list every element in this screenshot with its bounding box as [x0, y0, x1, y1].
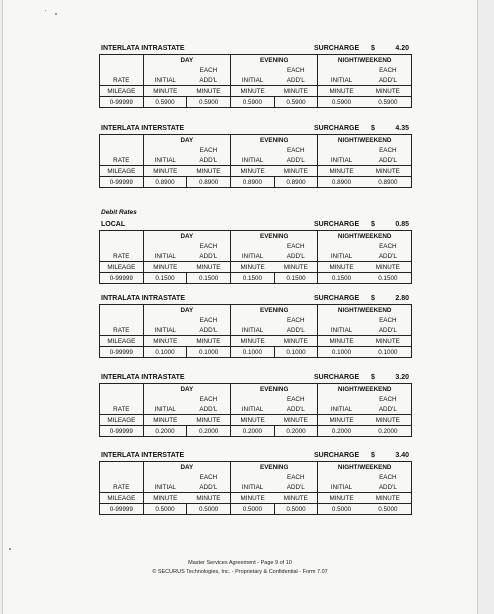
- blank-cell: [318, 241, 365, 251]
- rate-table-block: [99, 294, 412, 358]
- mileage-range: 0-99999: [100, 177, 144, 188]
- rate-value: 0.1500: [378, 274, 398, 282]
- minute-label: MINUTE: [187, 86, 231, 97]
- rate-table-block: [99, 124, 412, 188]
- addl-label: ADD'L: [187, 75, 231, 86]
- each-label: EACH: [287, 242, 305, 250]
- initial-label: INITIAL: [231, 251, 275, 262]
- addl-label: ADD'L: [187, 251, 231, 262]
- blank-cell: [231, 394, 275, 404]
- mileage-label: MILEAGE: [100, 262, 144, 273]
- addl-label: ADD'L: [274, 75, 318, 86]
- surcharge-label: SURCHARGE: [314, 125, 360, 132]
- rate-value: 0.5900: [274, 97, 318, 108]
- blank-cell: [143, 145, 187, 155]
- minute-label: MINUTE: [274, 493, 318, 504]
- addl-label: ADD'L: [365, 251, 412, 262]
- minute-label: MINUTE: [231, 336, 275, 347]
- each-label: EACH: [287, 395, 305, 403]
- footer-copyright-line: © SECURUS Technologies, Inc. - Proprietary & Confidential - Form 7.07: [152, 569, 328, 575]
- mileage-range: 0-99999: [100, 97, 144, 108]
- initial-label: INITIAL: [318, 404, 365, 415]
- minute-label: MINUTE: [274, 86, 318, 97]
- minute-label: MINUTE: [143, 493, 187, 504]
- each-label: EACH: [199, 242, 218, 250]
- mileage-range: 0-99999: [100, 426, 144, 437]
- rate-table-block: [99, 373, 412, 437]
- each-label: EACH: [287, 66, 305, 74]
- rate-value: 0.5000: [187, 504, 231, 515]
- rate-table: [99, 304, 412, 358]
- mileage-label: MILEAGE: [100, 493, 144, 504]
- addl-label: ADD'L: [365, 482, 412, 493]
- rate-value: 0.1500: [231, 273, 275, 284]
- evening-header: EVENING: [231, 55, 318, 66]
- mileage-range: 0-99999: [100, 273, 144, 284]
- surcharge-amount: 4.20: [395, 45, 409, 52]
- blank-cell: [100, 462, 144, 473]
- surcharge-amount: 4.35: [395, 125, 409, 132]
- currency-symbol: $: [371, 374, 375, 381]
- addl-label: ADD'L: [274, 404, 318, 415]
- minute-label: MINUTE: [231, 262, 275, 273]
- initial-label: INITIAL: [318, 155, 365, 166]
- blank-cell: [143, 241, 187, 251]
- initial-label: INITIAL: [231, 325, 275, 336]
- initial-label: INITIAL: [143, 482, 187, 493]
- blank-cell: [231, 241, 275, 251]
- day-header: DAY: [143, 55, 230, 66]
- rate-value: 0.1000: [318, 347, 365, 358]
- rate-value: 0.1500: [187, 273, 231, 284]
- day-header: DAY: [143, 384, 230, 395]
- mileage-range: 0-99999: [100, 347, 144, 358]
- day-header: DAY: [143, 462, 230, 473]
- table-header: [99, 44, 412, 54]
- minute-label: MINUTE: [187, 415, 231, 426]
- night-weekend-header: NIGHT/WEEKEND: [318, 305, 412, 316]
- rate-value: 0.1000: [231, 347, 275, 358]
- night-weekend-header: NIGHT/WEEKEND: [318, 135, 412, 146]
- addl-label: ADD'L: [187, 325, 231, 336]
- night-weekend-header: NIGHT/WEEKEND: [318, 231, 412, 242]
- rate-value: 0.2000: [274, 426, 318, 437]
- blank-cell: [100, 305, 144, 316]
- rate-value: 0.8900: [231, 177, 275, 188]
- rate-value: 0.1500: [143, 273, 187, 284]
- rate-value: 0.8900: [378, 178, 398, 186]
- rate-value: 0.5000: [274, 504, 318, 515]
- evening-header: EVENING: [231, 305, 318, 316]
- blank-cell: [318, 394, 365, 404]
- initial-label: INITIAL: [231, 404, 275, 415]
- day-header: DAY: [143, 231, 230, 242]
- each-label: EACH: [287, 146, 305, 154]
- blank-cell: [100, 384, 144, 395]
- rate-label: RATE: [100, 155, 144, 166]
- surcharge-label: SURCHARGE: [314, 45, 360, 52]
- evening-header: EVENING: [231, 462, 318, 473]
- rate-label: RATE: [100, 482, 144, 493]
- minute-label: MINUTE: [187, 493, 231, 504]
- evening-header: EVENING: [231, 135, 318, 146]
- blank-cell: [100, 231, 144, 242]
- rate-value: 0.2000: [378, 427, 398, 435]
- blank-cell: [100, 394, 144, 404]
- initial-label: INITIAL: [143, 325, 187, 336]
- surcharge-amount: 0.85: [395, 221, 409, 228]
- minute-label: MINUTE: [143, 415, 187, 426]
- day-header: DAY: [143, 305, 230, 316]
- table-header: [99, 220, 412, 230]
- minute-label: MINUTE: [365, 262, 412, 273]
- initial-label: INITIAL: [143, 404, 187, 415]
- table-title: INTERLATA INTRASTATE: [101, 374, 185, 381]
- rate-value: 0.8900: [143, 177, 187, 188]
- initial-label: INITIAL: [231, 155, 275, 166]
- minute-label: MINUTE: [274, 336, 318, 347]
- addl-label: ADD'L: [274, 251, 318, 262]
- table-title: LOCAL: [101, 221, 126, 228]
- addl-label: ADD'L: [274, 482, 318, 493]
- table-title: INTRALATA INTRASTATE: [101, 295, 185, 302]
- addl-label: ADD'L: [365, 75, 412, 86]
- rate-value: 0.5900: [378, 98, 398, 106]
- surcharge-amount: 2.80: [395, 295, 409, 302]
- rate-value: 0.5000: [231, 504, 275, 515]
- each-label: EACH: [199, 473, 218, 481]
- blank-cell: [143, 65, 187, 75]
- table-header: [99, 373, 412, 383]
- addl-label: ADD'L: [365, 325, 412, 336]
- minute-label: MINUTE: [274, 415, 318, 426]
- rate-value: 0.2000: [187, 426, 231, 437]
- blank-cell: [100, 241, 144, 251]
- rate-table: [99, 230, 412, 284]
- initial-label: INITIAL: [318, 482, 365, 493]
- rate-value: 0.1000: [143, 347, 187, 358]
- each-label: EACH: [379, 242, 397, 250]
- surcharge-label: SURCHARGE: [314, 295, 360, 302]
- each-label: EACH: [379, 146, 397, 154]
- currency-symbol: $: [371, 125, 375, 132]
- rate-value: 0.5900: [143, 97, 187, 108]
- minute-label: MINUTE: [365, 415, 412, 426]
- rate-table-block: [99, 209, 412, 284]
- blank-cell: [143, 394, 187, 404]
- rate-value: 0.5900: [187, 97, 231, 108]
- night-weekend-header: NIGHT/WEEKEND: [318, 55, 412, 66]
- blank-cell: [318, 472, 365, 482]
- rate-value: 0.8900: [318, 177, 365, 188]
- blank-cell: [318, 145, 365, 155]
- minute-label: MINUTE: [231, 86, 275, 97]
- initial-label: INITIAL: [231, 75, 275, 86]
- minute-label: MINUTE: [231, 493, 275, 504]
- currency-symbol: $: [371, 295, 375, 302]
- rate-value: 0.5000: [378, 505, 398, 513]
- evening-header: EVENING: [231, 231, 318, 242]
- footer-agreement-line: Master Services Agreement - Page 9 of 10: [188, 560, 292, 566]
- surcharge-amount: 3.20: [395, 374, 409, 381]
- mileage-label: MILEAGE: [100, 166, 144, 177]
- mileage-label: MILEAGE: [100, 336, 144, 347]
- rate-table-block: [99, 44, 412, 108]
- minute-label: MINUTE: [274, 166, 318, 177]
- addl-label: ADD'L: [274, 325, 318, 336]
- rate-value: 0.1500: [274, 273, 318, 284]
- rate-value: 0.8900: [274, 177, 318, 188]
- rate-label: RATE: [100, 75, 144, 86]
- rate-value: 0.1000: [274, 347, 318, 358]
- each-label: EACH: [199, 66, 218, 74]
- night-weekend-header: NIGHT/WEEKEND: [318, 384, 412, 395]
- initial-label: INITIAL: [318, 251, 365, 262]
- minute-label: MINUTE: [365, 336, 412, 347]
- table-title: INTERLATA INTERSTATE: [101, 452, 185, 459]
- night-weekend-header: NIGHT/WEEKEND: [318, 462, 412, 473]
- surcharge-label: SURCHARGE: [314, 374, 360, 381]
- rate-value: 0.5900: [231, 97, 275, 108]
- blank-cell: [231, 65, 275, 75]
- initial-label: INITIAL: [318, 325, 365, 336]
- blank-cell: [100, 315, 144, 325]
- scan-speck: [55, 13, 57, 15]
- each-label: EACH: [379, 316, 397, 324]
- rate-table-block: [99, 451, 412, 515]
- each-label: EACH: [199, 146, 218, 154]
- addl-label: ADD'L: [187, 155, 231, 166]
- rate-table: [99, 134, 412, 188]
- blank-cell: [100, 135, 144, 146]
- minute-label: MINUTE: [274, 262, 318, 273]
- minute-label: MINUTE: [143, 86, 187, 97]
- initial-label: INITIAL: [143, 251, 187, 262]
- minute-label: MINUTE: [318, 166, 365, 177]
- document-page: [2, 0, 478, 614]
- minute-label: MINUTE: [187, 262, 231, 273]
- mileage-range: 0-99999: [100, 504, 144, 515]
- minute-label: MINUTE: [231, 415, 275, 426]
- addl-label: ADD'L: [274, 155, 318, 166]
- minute-label: MINUTE: [187, 336, 231, 347]
- minute-label: MINUTE: [365, 493, 412, 504]
- each-label: EACH: [287, 316, 305, 324]
- blank-cell: [100, 145, 144, 155]
- currency-symbol: $: [371, 221, 375, 228]
- each-label: EACH: [199, 316, 218, 324]
- rate-value: 0.1000: [187, 347, 231, 358]
- blank-cell: [143, 472, 187, 482]
- blank-cell: [231, 315, 275, 325]
- blank-cell: [318, 315, 365, 325]
- minute-label: MINUTE: [318, 262, 365, 273]
- rate-value: 0.2000: [231, 426, 275, 437]
- rate-label: RATE: [100, 404, 144, 415]
- rate-value: 0.1000: [378, 348, 398, 356]
- currency-symbol: $: [371, 452, 375, 459]
- rate-value: 0.8900: [187, 177, 231, 188]
- addl-label: ADD'L: [365, 404, 412, 415]
- currency-symbol: $: [371, 45, 375, 52]
- mileage-label: MILEAGE: [100, 415, 144, 426]
- scan-speck: [45, 10, 46, 11]
- addl-label: ADD'L: [187, 482, 231, 493]
- addl-label: ADD'L: [365, 155, 412, 166]
- rate-value: 0.2000: [143, 426, 187, 437]
- rate-value: 0.5000: [143, 504, 187, 515]
- table-header: [99, 451, 412, 461]
- minute-label: MINUTE: [143, 166, 187, 177]
- addl-label: ADD'L: [187, 404, 231, 415]
- minute-label: MINUTE: [187, 166, 231, 177]
- rate-label: RATE: [100, 325, 144, 336]
- table-note: Debit Rates: [101, 209, 137, 216]
- rate-value: 0.1500: [318, 273, 365, 284]
- rate-table: [99, 461, 412, 515]
- evening-header: EVENING: [231, 384, 318, 395]
- each-label: EACH: [199, 395, 218, 403]
- minute-label: MINUTE: [231, 166, 275, 177]
- table-title: INTERLATA INTRASTATE: [101, 45, 185, 52]
- rate-value: 0.2000: [318, 426, 365, 437]
- initial-label: INITIAL: [143, 155, 187, 166]
- rate-table: [99, 383, 412, 437]
- minute-label: MINUTE: [365, 86, 412, 97]
- rate-label: RATE: [100, 251, 144, 262]
- mileage-label: MILEAGE: [100, 86, 144, 97]
- minute-label: MINUTE: [143, 262, 187, 273]
- minute-label: MINUTE: [318, 86, 365, 97]
- each-label: EACH: [287, 473, 305, 481]
- minute-label: MINUTE: [143, 336, 187, 347]
- surcharge-amount: 3.40: [395, 452, 409, 459]
- table-title: INTERLATA INTERSTATE: [101, 125, 185, 132]
- blank-cell: [100, 65, 144, 75]
- each-label: EACH: [379, 473, 397, 481]
- table-header: [99, 124, 412, 134]
- minute-label: MINUTE: [365, 166, 412, 177]
- table-header: [99, 294, 412, 304]
- day-header: DAY: [143, 135, 230, 146]
- initial-label: INITIAL: [231, 482, 275, 493]
- blank-cell: [100, 55, 144, 66]
- surcharge-label: SURCHARGE: [314, 452, 360, 459]
- minute-label: MINUTE: [318, 493, 365, 504]
- initial-label: INITIAL: [318, 75, 365, 86]
- rate-value: 0.5900: [318, 97, 365, 108]
- blank-cell: [231, 472, 275, 482]
- scan-speck: [9, 548, 11, 550]
- minute-label: MINUTE: [318, 336, 365, 347]
- rate-value: 0.5000: [318, 504, 365, 515]
- blank-cell: [143, 315, 187, 325]
- minute-label: MINUTE: [318, 415, 365, 426]
- each-label: EACH: [379, 395, 397, 403]
- blank-cell: [318, 65, 365, 75]
- each-label: EACH: [379, 66, 397, 74]
- surcharge-label: SURCHARGE: [314, 221, 360, 228]
- initial-label: INITIAL: [143, 75, 187, 86]
- rate-table: [99, 54, 412, 108]
- blank-cell: [231, 145, 275, 155]
- blank-cell: [100, 472, 144, 482]
